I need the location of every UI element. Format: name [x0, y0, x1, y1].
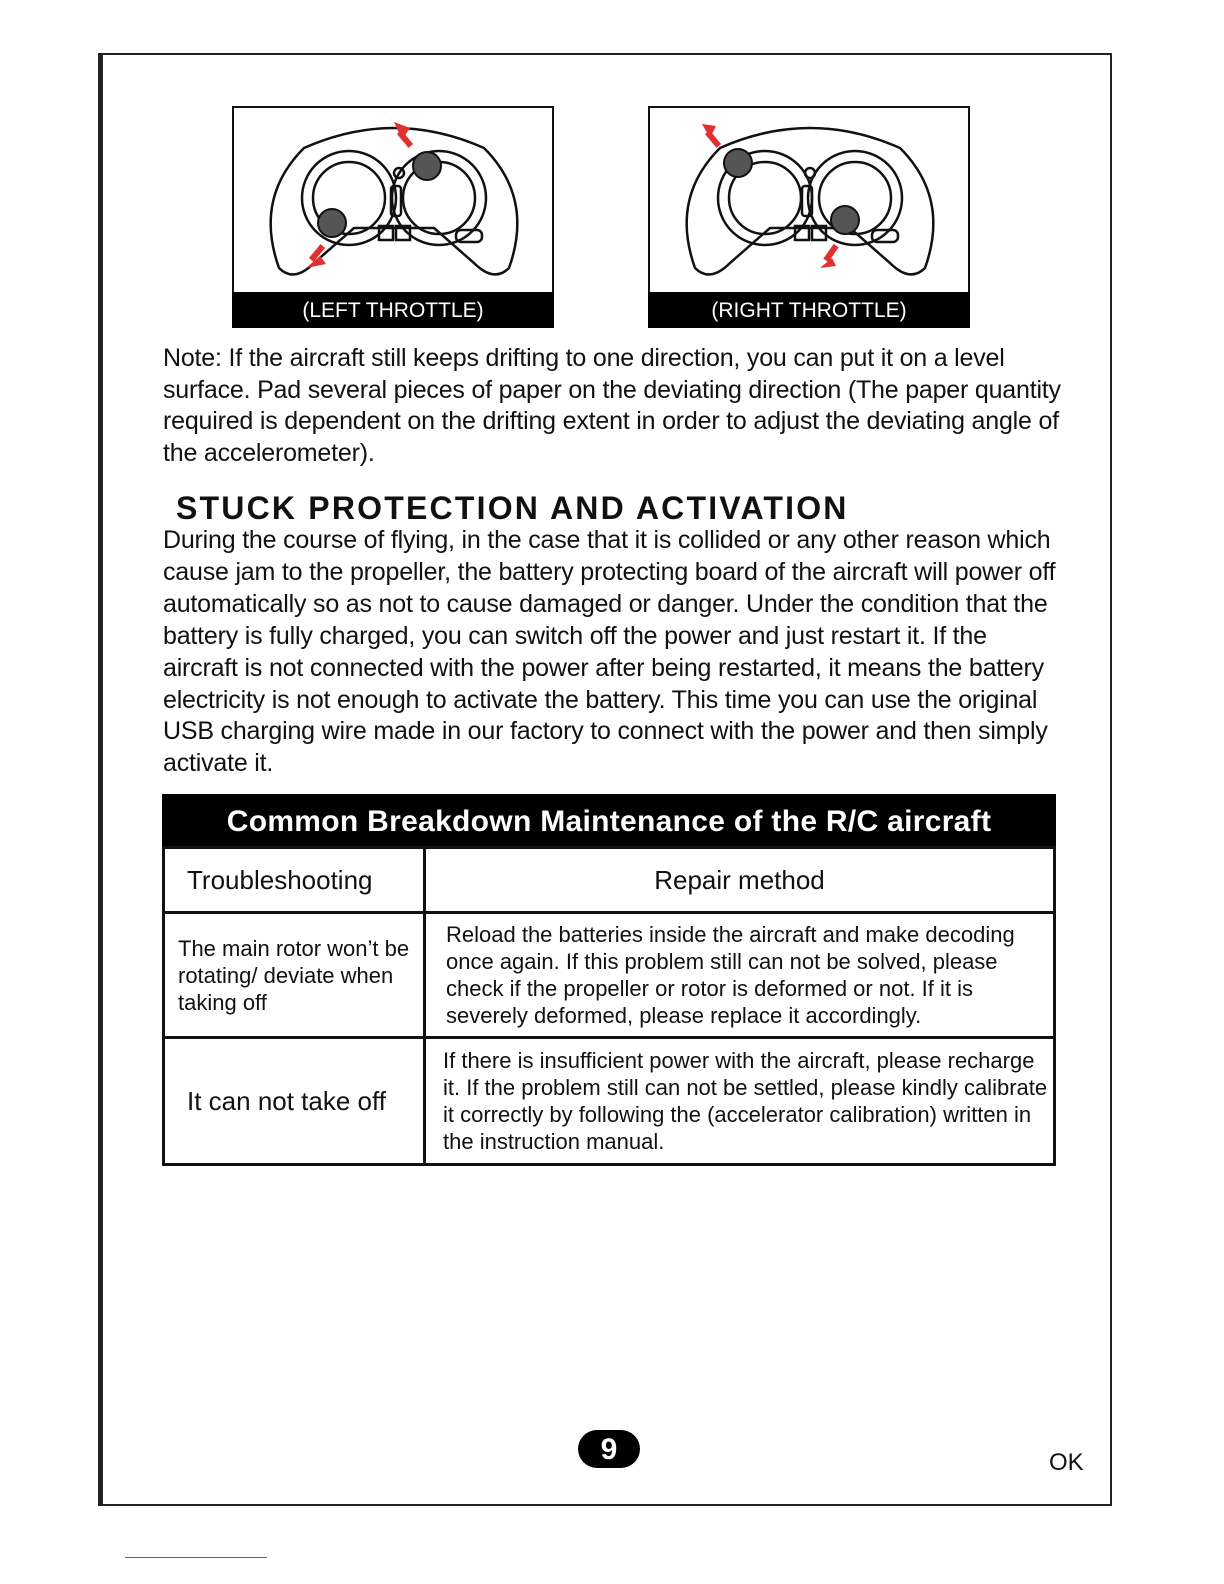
header-troubleshooting: Troubleshooting	[164, 848, 425, 913]
left-throttle-figure	[232, 106, 554, 328]
right-throttle-caption: (RIGHT THROTTLE)	[648, 292, 970, 328]
table-row	[164, 1038, 1055, 1165]
header-repair-method: Repair method	[425, 848, 1055, 913]
problem-cell: It can not take off	[164, 1038, 425, 1165]
left-throttle-caption: (LEFT THROTTLE)	[232, 292, 554, 328]
table-header-row	[164, 848, 1055, 913]
corner-label: OK	[1049, 1449, 1084, 1476]
controller-illustration-left	[234, 108, 552, 290]
table-row	[164, 913, 1055, 1038]
fix-cell: If there is insufficient power with the aircraft, please recharge it. If the problem still can not be settled, please kindly calibrate it correctly by following the (accelerator calibration) written in the instruction manual.	[425, 1038, 1055, 1165]
right-throttle-figure	[648, 106, 970, 328]
drift-note: Note: If the aircraft still keeps drifting to one direction, you can put it on a level surface. Pad several pieces of paper on the deviating direction (The paper quantity required is dependent on the drifting extent in order to adjust the deviating angle of the accelerometer).	[163, 344, 1061, 467]
controller-illustration-right	[650, 108, 968, 290]
maintenance-table	[162, 794, 1056, 1166]
section-body: During the course of flying, in the case that it is collided or any other reason which cause jam to the propeller, the battery protecting board of the aircraft will power off automatically so as not to cause damaged or danger. Under the condition that the battery is fully charged, you can switch off the power and just restart it. If the aircraft is not connected with the power after being restarted, it means the battery electricity is not enough to activate the battery. This time you can use the original USB charging wire made in our factory to connect with the power and then simply activate it.	[163, 526, 1056, 778]
footer-line	[125, 1557, 267, 1558]
problem-cell: The main rotor won’t be rotating/ deviate when taking off	[164, 913, 425, 1038]
table-title: Common Breakdown Maintenance of the R/C aircraft	[162, 794, 1056, 846]
page-number: 9	[578, 1430, 640, 1468]
fix-cell: Reload the batteries inside the aircraft and make decoding once again. If this problem still can not be solved, please check if the propeller or rotor is deformed or not. If it is severely deformed, please replace it accordingly.	[425, 913, 1055, 1038]
section-heading: STUCK PROTECTION AND ACTIVATION	[176, 490, 849, 526]
